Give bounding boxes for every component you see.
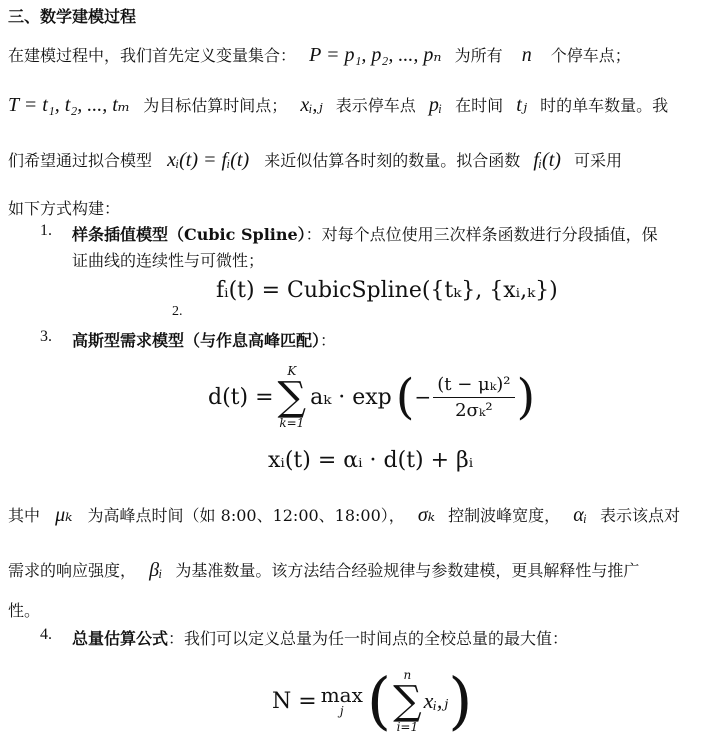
gauss-denominator: 2σₖ²	[455, 399, 493, 421]
para2-text2: 表示停车点	[335, 96, 416, 115]
item1-title: 样条插值模型（Cubic Spline）	[72, 225, 306, 244]
item4-body: ：我们可以定义总量为任一时间点的全校总量的最大值：	[168, 629, 569, 648]
item4-line	[72, 626, 568, 649]
para5-line	[8, 502, 680, 527]
item2-number: 2.	[172, 304, 183, 319]
item4-title: 总量估算公式	[72, 629, 169, 648]
para2-text1: 为目标估算时间点；	[143, 96, 288, 115]
item1-line2: 证曲线的连续性与可微性；	[72, 251, 265, 270]
sum-symbol: K ∑ k=1	[277, 364, 307, 430]
max-label: max	[320, 683, 363, 707]
n-lhs: N =	[272, 688, 317, 714]
max-subscript: j	[339, 704, 344, 718]
para6-text1: 需求的响应强度，	[8, 561, 137, 580]
para6-text2: 为基准数量。该方法结合经验规律与参数建模，更具解释性与推广	[175, 561, 640, 580]
para3-text3: 可采用	[574, 151, 623, 170]
fit-function: fᵢ(t)	[533, 149, 561, 171]
gauss-term: aₖ · exp	[310, 384, 392, 410]
para5-text2: 为高峰点时间（如 8:00、12:00、18:00），	[87, 506, 405, 525]
formula-x: xᵢ(t) = αᵢ · d(t) + βᵢ	[268, 448, 474, 473]
var-sigma: σₖ	[417, 504, 436, 526]
sum-upper-N: n	[403, 668, 412, 682]
gauss-lhs: d(t) =	[208, 384, 274, 410]
formula-T: T = t₁, t₂, ..., tₘ	[8, 94, 131, 116]
item1-body1: ：对每个点位使用三次样条函数进行分段插值，保	[305, 225, 658, 244]
para5-text4: 表示该点对	[600, 506, 681, 525]
para5-text3: 控制波峰宽度，	[448, 506, 561, 525]
para5-text1: 其中	[8, 506, 41, 525]
item4-number: 4.	[40, 626, 52, 643]
item3-colon: ：	[320, 331, 337, 350]
var-p-i: pᵢ	[428, 94, 443, 116]
max-operator	[321, 685, 363, 717]
item3-title: 高斯型需求模型（与作息高峰匹配）	[72, 331, 321, 350]
gauss-fraction	[433, 374, 514, 421]
gauss-numerator: (t − μₖ)²	[433, 374, 514, 398]
section-title: 三、数学建模过程	[8, 7, 137, 26]
sum-upper: K	[287, 364, 297, 378]
item3-number: 3.	[40, 328, 52, 345]
item1-line1	[72, 222, 658, 245]
para1-mid: 为所有	[454, 46, 503, 65]
var-alpha: αᵢ	[573, 504, 587, 526]
para2-text4: 时的单车数量。我	[540, 96, 669, 115]
sum-lower: k=1	[279, 416, 305, 430]
formula-P: P = p₁, p₂, ..., pₙ	[309, 44, 442, 66]
sum-lower-N: i=1	[396, 720, 419, 734]
para2-text3: 在时间	[455, 96, 504, 115]
para1-line	[8, 42, 631, 67]
formula-N: N = max j ( n ∑ i=1 xᵢ,ⱼ )	[272, 664, 473, 737]
para1-suffix: 个停车点；	[550, 46, 631, 65]
var-t-j: tⱼ	[516, 94, 528, 116]
item1-number: 1.	[40, 222, 52, 239]
formula-gauss: d(t) = K ∑ k=1 aₖ · exp ( − $\frac{\text{(t − μₖ)²}}{\text{2σₖ²}}$ )	[208, 364, 536, 430]
n-term: xᵢ,ⱼ	[423, 688, 449, 713]
para1-prefix: 在建模过程中，我们首先定义变量集合：	[8, 46, 297, 65]
item3-line	[72, 328, 336, 351]
para4-line: 如下方式构建：	[8, 199, 121, 218]
var-mu: μₖ	[55, 504, 73, 526]
var-x-ij: xᵢ,ⱼ	[300, 94, 323, 116]
para2-line	[8, 92, 668, 117]
para6-line	[8, 558, 639, 582]
var-beta: βᵢ	[149, 559, 163, 581]
para7-line: 性。	[8, 601, 41, 620]
para3-text2: 来近似估算各时刻的数量。拟合函数	[264, 151, 521, 170]
var-n: n	[521, 44, 532, 66]
formula-spline: fᵢ(t) = CubicSpline({tₖ}, {xᵢ,ₖ})	[216, 278, 558, 303]
sum-symbol-N: n ∑ i=1	[393, 668, 422, 734]
fit-model: xᵢ(t) = fᵢ(t)	[167, 149, 250, 171]
para3-text1: 们希望通过拟合模型	[8, 151, 153, 170]
para3-line	[8, 148, 622, 172]
